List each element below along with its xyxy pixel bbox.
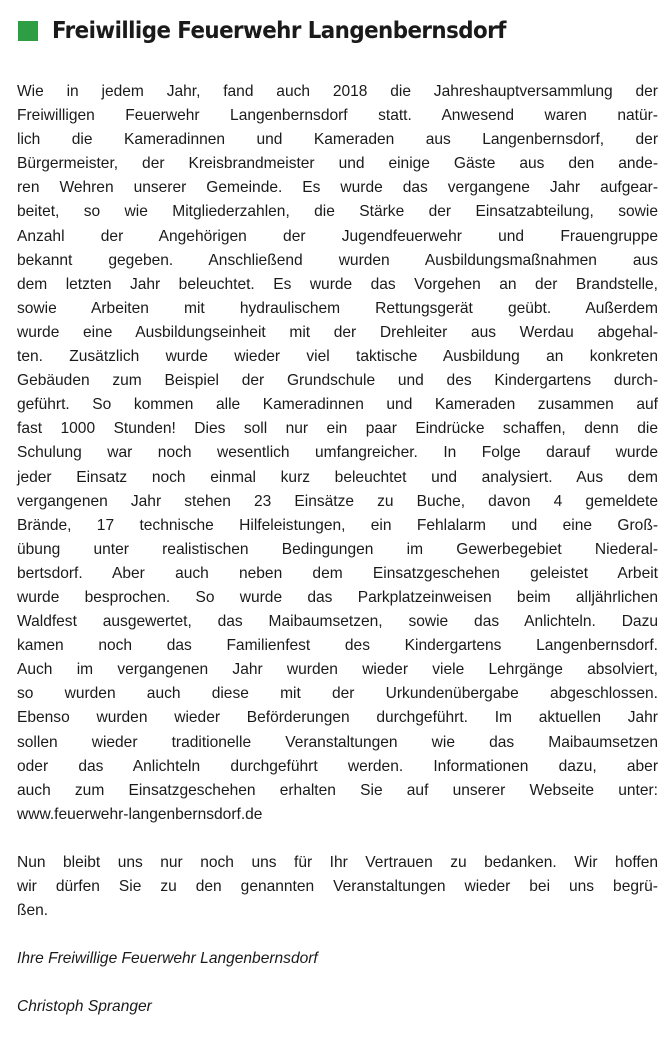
text-line: Wie in jedem Jahr, fand auch 2018 die Jahreshauptversammlung der — [17, 83, 658, 100]
text-line: dem letzten Jahr beleuchtet. Es wurde das Vorgehen an der Brandstelle, — [17, 275, 658, 293]
article-paragraph-2 — [17, 851, 658, 923]
text-line: ren Wehren unserer Gemeinde. Es wurde das vergangene Jahr aufgear- — [17, 179, 658, 197]
text-line: wurde besprochen. So wurde das Parkplatzeinweisen beim alljährlichen — [17, 588, 658, 606]
text-line: übung unter realistischen Bedingungen im Gewerbegebiet Niederal- — [17, 540, 658, 558]
text-line: Bürgermeister, der Kreisbrandmeister und einige Gäste aus den ande- — [17, 155, 658, 173]
text-line: jeder Einsatz noch einmal kurz beleuchtet und analysiert. Aus dem — [17, 468, 658, 486]
text-line: kamen noch das Familienfest des Kindergartens Langenbernsdorf. — [17, 637, 658, 655]
text-line: bertsdorf. Aber auch neben dem Einsatzgeschehen geleistet Arbeit — [17, 564, 658, 582]
text-line: ten. Zusätzlich wurde wieder viel taktische Ausbildung an konkreten — [17, 348, 658, 366]
green-square-icon — [18, 21, 38, 41]
text-line: oder das Anlichteln durchgeführt werden. Informationen dazu, aber — [17, 757, 658, 775]
text-line: sowie Arbeiten mit hydraulischem Rettungsgerät geübt. Außerdem — [17, 299, 658, 317]
article-title: Freiwillige Feuerwehr Langenbernsdorf — [52, 18, 506, 44]
text-line: auch zum Einsatzgeschehen erhalten Sie auf unserer Webseite unter: — [17, 781, 658, 799]
article-paragraph-1 — [17, 80, 658, 827]
text-line: Schulung war noch wesentlich umfangreicher. In Folge darauf wurde — [17, 444, 658, 462]
article-header — [17, 14, 658, 48]
text-line: geführt. So kommen alle Kameradinnen und Kameraden zusammen auf — [17, 396, 658, 414]
signoff-organization: Ihre Freiwillige Feuerwehr Langenbernsdorf — [17, 950, 318, 968]
text-line: wir dürfen Sie zu den genannten Veranstaltungen wieder bei uns begrü- — [17, 878, 658, 895]
signoff-author: Christoph Spranger — [17, 998, 152, 1016]
paragraph-spacer — [17, 827, 658, 851]
text-line: Freiwilligen Feuerwehr Langenbernsdorf statt. Anwesend waren natür- — [17, 107, 658, 125]
paragraph-spacer — [17, 971, 658, 995]
text-line: ßen. — [17, 902, 49, 920]
text-line: www.feuerwehr-langenbernsdorf.de — [17, 805, 263, 823]
text-line: beitet, so wie Mitgliederzahlen, die Stärke der Einsatzabteilung, sowie — [17, 203, 658, 221]
text-line: Nun bleibt uns nur noch uns für Ihr Vertrauen zu bedanken. Wir hoffen — [17, 853, 658, 871]
text-line: vergangenen Jahr stehen 23 Einsätze zu Buche, davon 4 gemeldete — [17, 492, 658, 510]
text-line: bekannt gegeben. Anschließend wurden Ausbildungsmaßnahmen aus — [17, 251, 658, 269]
paragraph-spacer — [17, 923, 658, 947]
text-line: sollen wieder traditionelle Veranstaltungen wie das Maibaumsetzen — [17, 733, 658, 751]
text-line: so wurden auch diese mit der Urkundenübergabe abgeschlossen. — [17, 685, 658, 703]
text-line: Auch im vergangenen Jahr wurden wieder viele Lehrgänge absolviert, — [17, 661, 658, 679]
text-line: Brände, 17 technische Hilfeleistungen, ein Fehlalarm und eine Groß- — [17, 516, 658, 534]
text-line: fast 1000 Stunden! Dies soll nur ein paar Eindrücke schaffen, denn die — [17, 420, 658, 438]
text-line: wurde eine Ausbildungseinheit mit der Drehleiter aus Werdau abgehal- — [17, 323, 658, 341]
text-line: Waldfest ausgewertet, das Maibaumsetzen, sowie das Anlichteln. Dazu — [17, 613, 658, 631]
text-line: Anzahl der Angehörigen der Jugendfeuerwehr und Frauengruppe — [17, 227, 658, 245]
text-line: lich die Kameradinnen und Kameraden aus Langenbernsdorf, der — [17, 131, 658, 149]
text-line: Gebäuden zum Beispiel der Grundschule und des Kindergartens durch- — [17, 372, 658, 390]
text-line: Ebenso wurden wieder Beförderungen durchgeführt. Im aktuellen Jahr — [17, 709, 658, 727]
